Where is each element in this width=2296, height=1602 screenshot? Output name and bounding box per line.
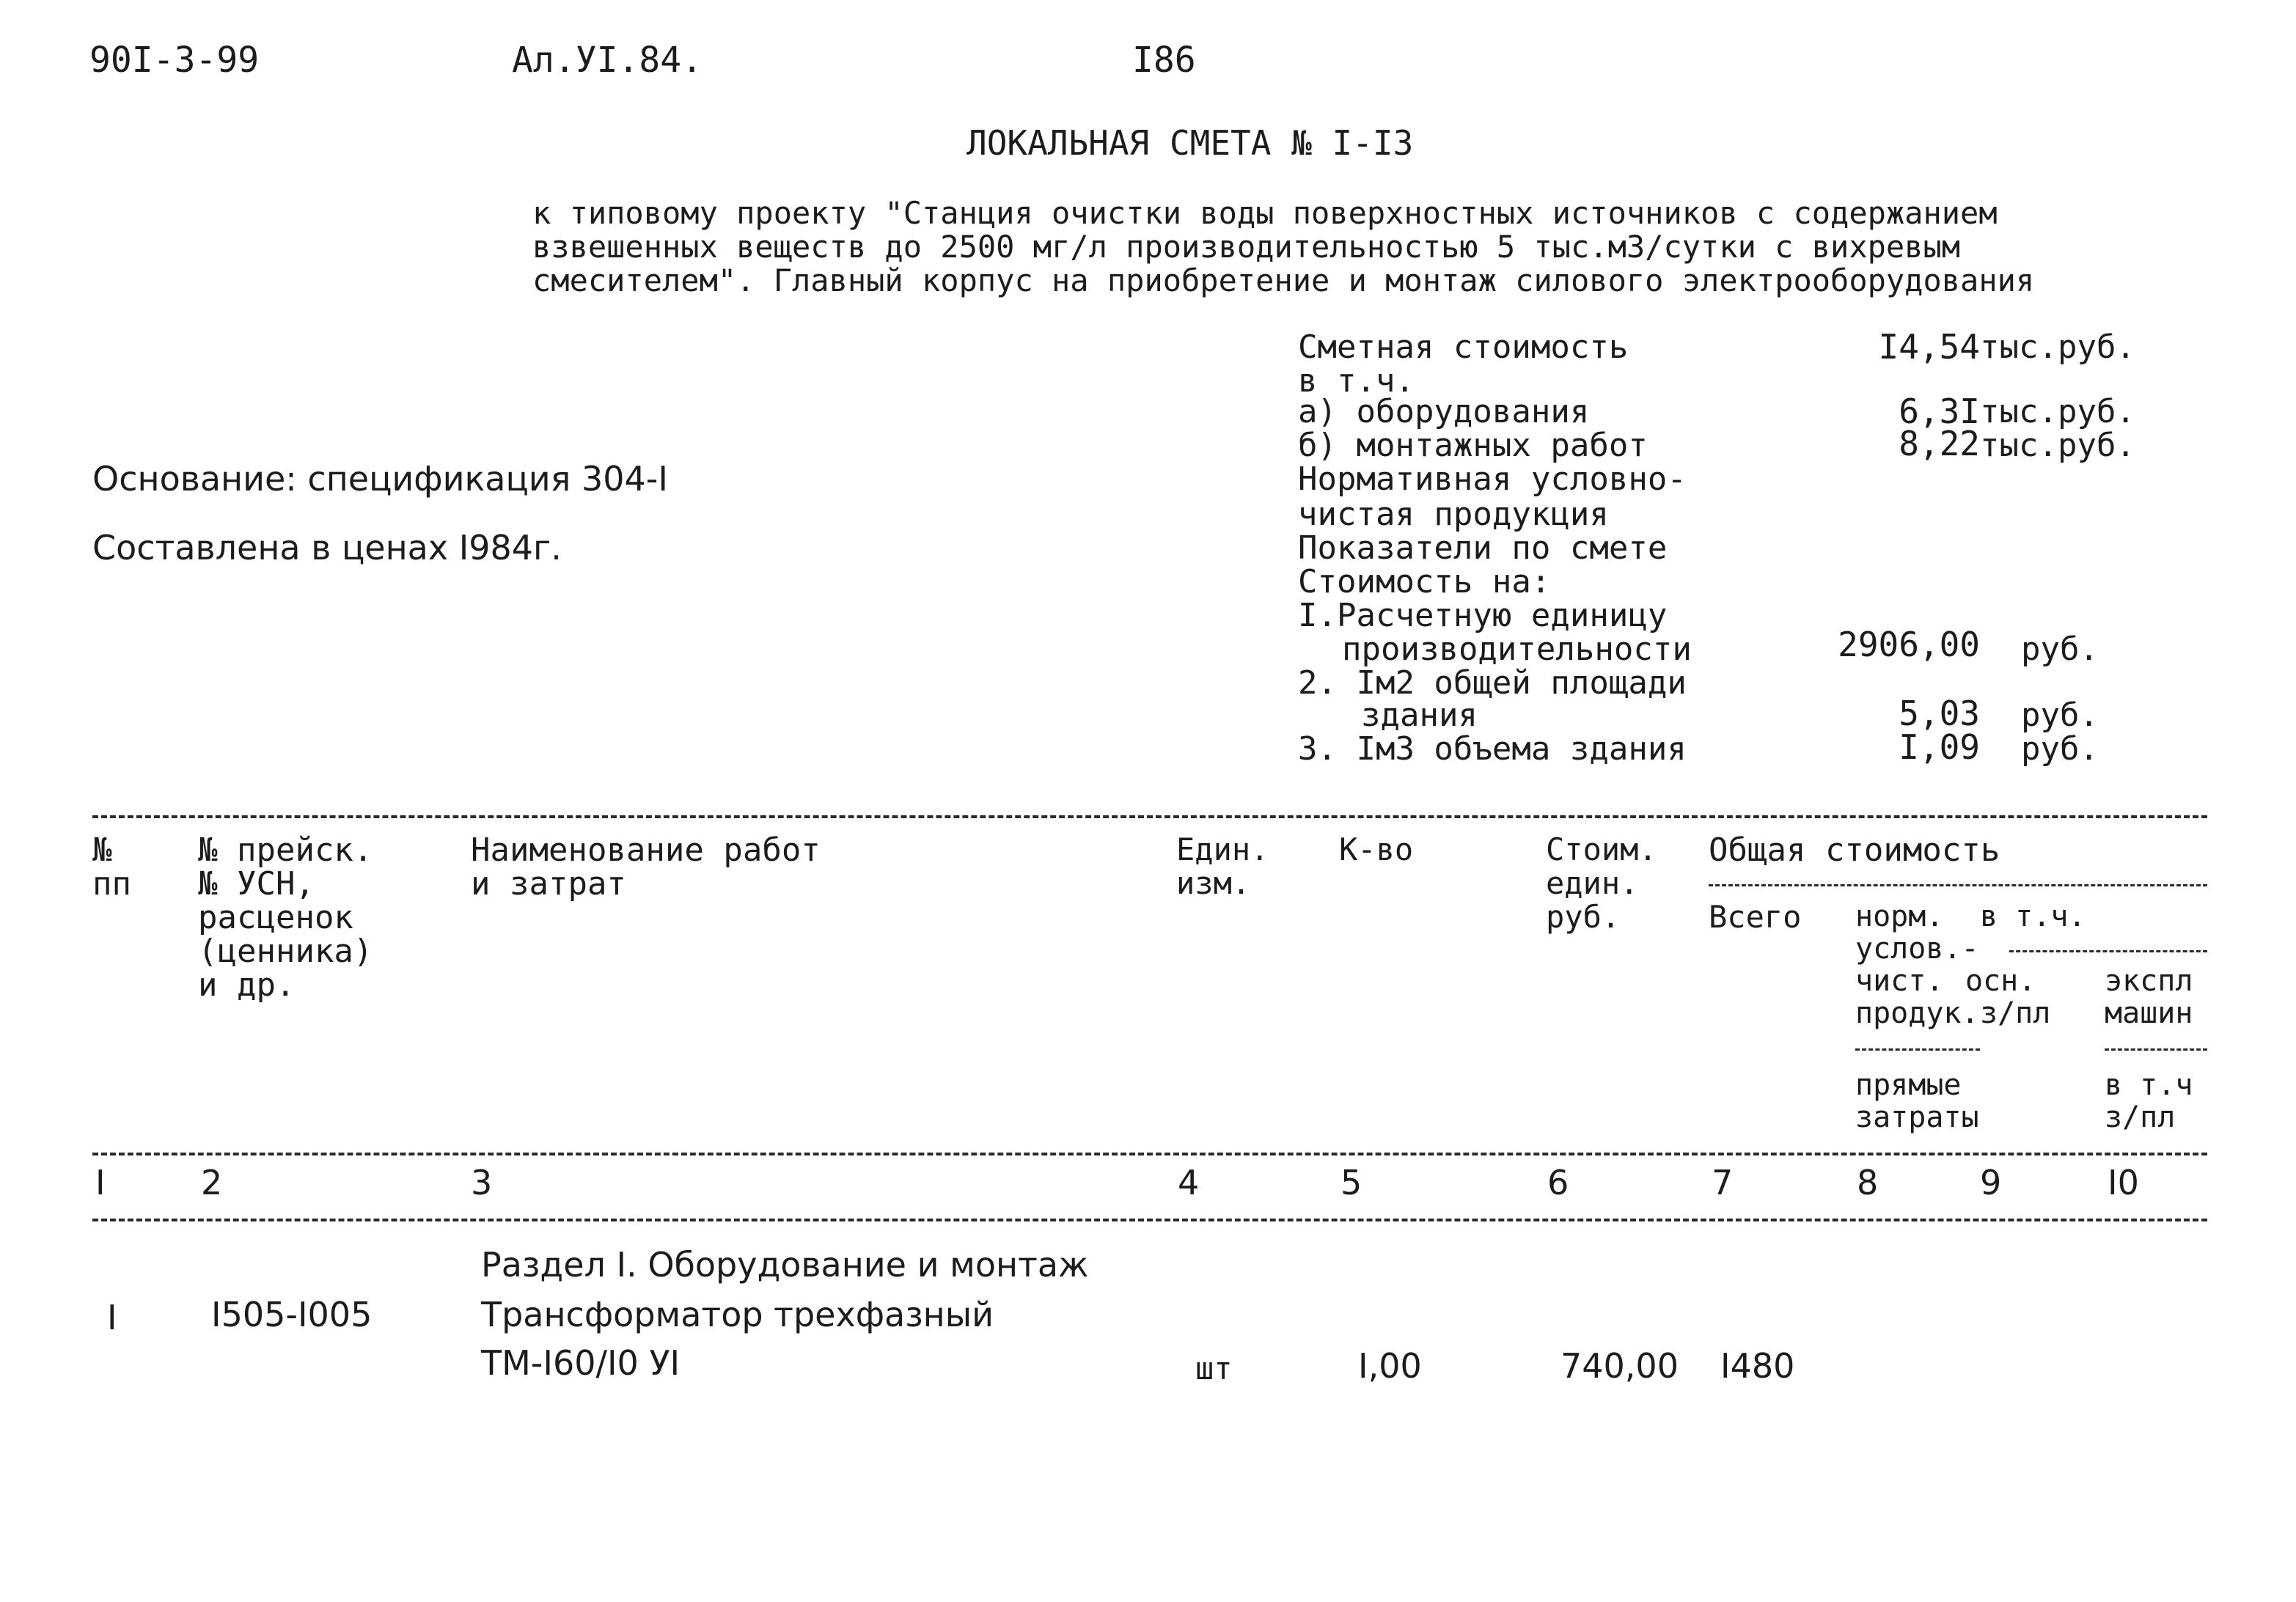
prices-text: Составлена в ценах I984г. — [92, 528, 562, 567]
col1-header-2: пп — [92, 865, 131, 903]
col2-header-2: № УСН, — [198, 865, 315, 903]
indicator-2-line-2: здания — [1361, 697, 1478, 734]
equipment-value: 6,3I — [1899, 392, 1980, 431]
section-title: Раздел I. Оборудование и монтаж — [481, 1245, 1089, 1285]
norm-header-4: продук. — [1855, 996, 1979, 1030]
incl-rule — [2009, 950, 2207, 952]
total-cost-group-header: Общая стоимость — [1709, 831, 2000, 869]
col-number-10: I0 — [2108, 1163, 2139, 1202]
row-name-line-2: ТМ-I60/I0 УI — [481, 1343, 681, 1383]
installation-unit: тыс.руб. — [1980, 427, 2135, 464]
row-code: I505-I005 — [211, 1295, 373, 1334]
col5-header: К-во — [1339, 831, 1414, 867]
subtitle-line-2: взвешенных веществ до 2500 мг/л производительностью 5 тыс.м3/сутки с вихревым — [532, 229, 1961, 265]
osn-header-1: осн. — [1965, 964, 2036, 998]
subtitle-line-1: к типовому проекту "Станция очистки воды поверхностных источников с содержанием — [532, 195, 1998, 231]
subtitle-line-3: смесителем". Главный корпус на приобретение и монтаж силового электрооборудования — [532, 262, 2035, 298]
installation-value: 8,22 — [1899, 424, 1980, 463]
document-title: ЛОКАЛЬНАЯ СМЕТА № I-I3 — [967, 123, 1414, 163]
basis-text: Основание: спецификация 304-I — [92, 459, 668, 499]
col7-header: Всего — [1709, 899, 1802, 935]
col-number-7: 7 — [1712, 1163, 1734, 1202]
col-numbers-bottom-rule — [92, 1219, 2207, 1221]
incl-zpl-header-2: з/пл — [2105, 1101, 2176, 1134]
col-number-3: 3 — [471, 1163, 493, 1202]
col2-header-3: расценок — [198, 899, 353, 936]
estimated-cost-unit: тыс.руб. — [1980, 328, 2135, 366]
col-number-1: I — [95, 1163, 106, 1202]
row-unit-cost: 740,00 — [1560, 1346, 1679, 1386]
indicator-3-unit: руб. — [2021, 730, 2099, 768]
row-name-line-1: Трансформатор трехфазный — [481, 1295, 994, 1334]
col2-header-1: № прейск. — [198, 831, 373, 869]
indicator-3-value: I,09 — [1899, 727, 1980, 767]
col-number-9: 9 — [1980, 1163, 2002, 1202]
norm-header-1: норм. — [1855, 900, 1944, 933]
col-number-5: 5 — [1340, 1163, 1362, 1202]
indicator-2-unit: руб. — [2021, 697, 2099, 734]
col6-header-3: руб. — [1546, 899, 1621, 935]
table-top-rule — [92, 815, 2207, 818]
page-number: I86 — [1132, 40, 1196, 81]
incl-header: в т.ч. — [1980, 900, 2086, 933]
indicator-1-line-2: производительности — [1342, 631, 1692, 668]
estimated-cost-label: Сметная стоимость — [1298, 328, 1629, 366]
incl-label: в т.ч. — [1298, 362, 1415, 400]
equipment-unit: тыс.руб. — [1980, 393, 2135, 430]
cost-for-label: Стоимость на: — [1298, 563, 1551, 600]
project-code: 90I-3-99 — [89, 40, 260, 81]
expl-rule — [2105, 1048, 2207, 1051]
indicator-2-value: 5,03 — [1899, 694, 1980, 733]
direct-header-1: прямые — [1855, 1068, 1962, 1102]
indicator-1-value: 2906,00 — [1838, 625, 1980, 664]
normative-label-2: чистая продукция — [1298, 496, 1609, 533]
col3-header-2: и затрат — [471, 865, 626, 903]
normative-label-1: Нормативная условно- — [1298, 460, 1687, 498]
col2-header-4: (ценника) — [198, 933, 373, 970]
equipment-label: а) оборудования — [1298, 393, 1590, 430]
expl-header-2: машин — [2105, 996, 2193, 1030]
norm-header-3: чист. — [1855, 964, 1944, 998]
indicators-label: Показатели по смете — [1298, 529, 1668, 567]
indicator-3-label: 3. Iм3 объема здания — [1298, 730, 1687, 768]
col-number-2: 2 — [201, 1163, 223, 1202]
col3-header-1: Наименование работ — [471, 831, 821, 869]
col4-header-2: изм. — [1176, 865, 1251, 901]
col1-header-1: № — [92, 831, 112, 869]
direct-header-2: затраты — [1855, 1101, 1979, 1134]
indicator-1-line-1: I.Расчетную единицу — [1298, 597, 1668, 634]
row-number: I — [107, 1298, 117, 1337]
group-rule — [1709, 884, 2207, 886]
row-total: I480 — [1720, 1346, 1795, 1386]
osn-header-2: з/пл — [1980, 996, 2051, 1030]
col2-header-5: и др. — [198, 966, 296, 1004]
album-number: Ал.УI.84. — [512, 40, 703, 81]
estimated-cost-value: I4,54 — [1878, 327, 1980, 367]
indicator-1-unit: руб. — [2021, 631, 2099, 668]
indicator-2-line-1: 2. Iм2 общей площади — [1298, 664, 1687, 702]
col4-header-1: Един. — [1176, 831, 1269, 867]
incl-zpl-header-1: в т.ч — [2105, 1068, 2193, 1102]
row-unit: шт — [1195, 1351, 1233, 1386]
header-bottom-rule — [92, 1153, 2207, 1155]
direct-rule — [1855, 1048, 1980, 1051]
col-number-8: 8 — [1857, 1163, 1879, 1202]
col-number-4: 4 — [1178, 1163, 1200, 1202]
installation-label: б) монтажных работ — [1298, 427, 1648, 464]
norm-header-2: услов.- — [1855, 932, 1979, 966]
col-number-6: 6 — [1547, 1163, 1569, 1202]
row-quantity: I,00 — [1358, 1346, 1422, 1386]
col6-header-2: един. — [1546, 865, 1639, 901]
expl-header-1: экспл — [2105, 964, 2193, 998]
col6-header-1: Стоим. — [1546, 831, 1657, 867]
